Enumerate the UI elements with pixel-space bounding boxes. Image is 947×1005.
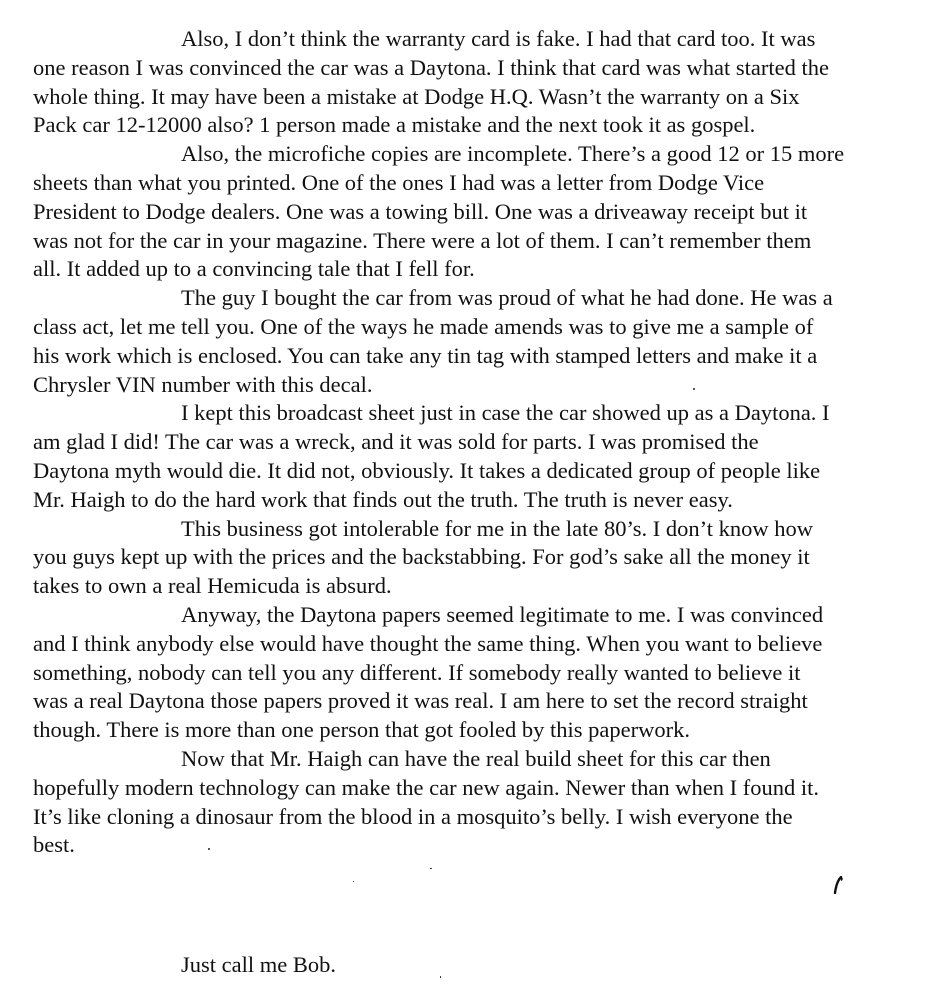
scan-speck <box>440 976 441 978</box>
text-line: President to Dodge dealers. One was a towing bill. One was a driveaway receipt but it <box>33 198 808 224</box>
paragraph-warranty-card <box>33 25 938 140</box>
text-line: Pack car 12-12000 also? 1 person made a mistake and the next took it as gospel. <box>33 112 756 138</box>
text-line: something, nobody can tell you any different. If somebody really wanted to believe it <box>33 659 801 685</box>
text-line: was a real Daytona those papers proved it was real. I am here to set the record straight <box>33 688 808 714</box>
scan-speck <box>430 868 432 869</box>
text-line: hopefully modern technology can make the car new again. Newer than when I found it. <box>33 774 819 800</box>
text-line: Also, the microfiche copies are incomplete. There’s a good 12 or 15 more <box>181 141 845 167</box>
text-line: one reason I was convinced the car was a Daytona. I think that card was what started the <box>33 54 829 80</box>
text-line: It’s like cloning a dinosaur from the blood in a mosquito’s belly. I wish everyone the <box>33 803 793 829</box>
paragraph-microfiche <box>33 140 938 284</box>
text-line: sheets than what you printed. One of the ones I had was a letter from Dodge Vice <box>33 169 765 195</box>
paragraph-broadcast-sheet <box>33 399 938 514</box>
text-line: Now that Mr. Haigh can have the real build sheet for this car then <box>181 745 771 771</box>
scan-speck <box>693 388 695 390</box>
text-line: class act, let me tell you. One of the ways he made amends was to give me a sample of <box>33 313 814 339</box>
text-line: whole thing. It may have been a mistake at Dodge H.Q. Wasn’t the warranty on a Six <box>33 83 800 109</box>
text-line: I kept this broadcast sheet just in case the car showed up as a Daytona. I <box>181 400 830 426</box>
text-line: am glad I did! The car was a wreck, and it was sold for parts. I was promised the <box>33 429 759 455</box>
pen-stroke-mark <box>832 876 844 894</box>
text-line: best. <box>33 832 75 858</box>
text-line: you guys kept up with the prices and the backstabbing. For god’s sake all the money it <box>33 544 810 570</box>
text-line: all. It added up to a convincing tale that I fell for. <box>33 256 475 282</box>
text-line: Daytona myth would die. It did not, obviously. It takes a dedicated group of people like <box>33 457 821 483</box>
text-line: takes to own a real Hemicuda is absurd. <box>33 573 392 599</box>
paragraph-build-sheet <box>33 745 938 860</box>
text-line: The guy I bought the car from was proud of what he had done. He was a <box>181 285 833 311</box>
text-line: and I think anybody else would have thought the same thing. When you want to believe <box>33 630 823 656</box>
text-line: Anyway, the Daytona papers seemed legitimate to me. I was convinced <box>181 601 824 627</box>
text-line: Chrysler VIN number with this decal. <box>33 371 373 397</box>
paragraph-business <box>33 515 938 601</box>
scan-speck <box>208 848 210 850</box>
text-line: Mr. Haigh to do the hard work that finds out the truth. The truth is never easy. <box>33 486 733 512</box>
paragraph-seller <box>33 284 938 399</box>
text-line: This business got intolerable for me in the late 80’s. I don’t know how <box>181 515 813 541</box>
text-line: Also, I don’t think the warranty card is fake. I had that card too. It was <box>181 26 816 51</box>
signoff: Just call me Bob. <box>181 952 336 977</box>
paragraph-daytona-papers <box>33 601 938 745</box>
text-line: though. There is more than one person that got fooled by this paperwork. <box>33 717 690 743</box>
text-line: his work which is enclosed. You can take any tin tag with stamped letters and make it a <box>33 342 818 368</box>
scan-speck <box>353 881 354 882</box>
letter-body <box>33 25 938 860</box>
text-line: was not for the car in your magazine. There were a lot of them. I can’t remember them <box>33 227 812 253</box>
